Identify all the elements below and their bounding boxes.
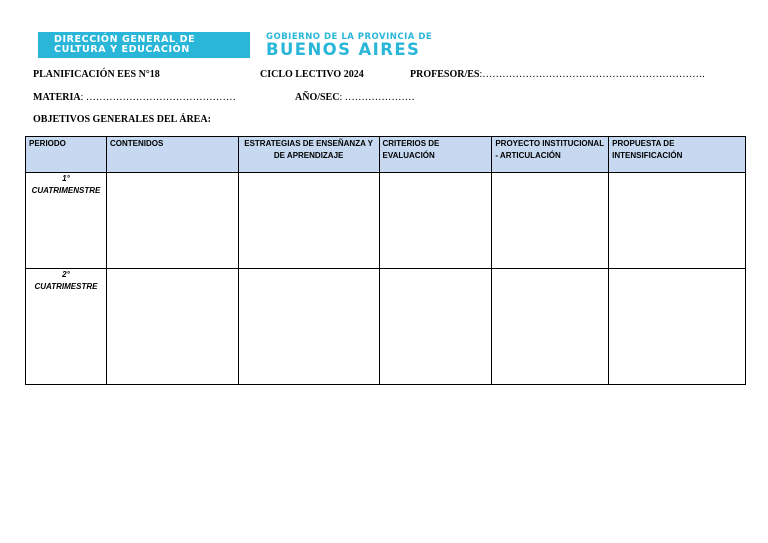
- anio-sec-dots: : …………………: [339, 92, 415, 103]
- planning-table: [25, 136, 746, 385]
- column-header-contenidos: CONTENIDOS: [106, 137, 238, 173]
- planificacion-label: PLANIFICACIÓN EES N°18: [33, 69, 160, 80]
- ciclo-lectivo-label: CICLO LECTIVO 2024: [260, 69, 364, 80]
- period-cell: [26, 269, 107, 385]
- profesor-field: [410, 69, 705, 80]
- logo-left-line1: DIRECCIÓN GENERAL DE: [54, 34, 196, 45]
- logo-right-line2: BUENOS AIRES: [266, 40, 421, 59]
- column-header-periodo: PERIODO: [26, 137, 107, 173]
- propuesta-cell[interactable]: [609, 269, 746, 385]
- table-row: [26, 269, 746, 385]
- proyecto-cell[interactable]: [492, 269, 609, 385]
- column-header-criterios: CRITERIOS DE EVALUACIÓN: [379, 137, 492, 173]
- logo-right-line1: GOBIERNO DE LA PROVINCIA DE: [266, 32, 433, 42]
- materia-dots: : ………………………………………: [80, 92, 236, 103]
- gobierno-bsas-logo: [266, 33, 506, 57]
- profesor-dots: :………………………………………………………….: [479, 69, 705, 80]
- propuesta-cell[interactable]: [609, 173, 746, 269]
- column-header-estrategias: ESTRATEGIAS DE ENSEÑANZA Y DE APRENDIZAJE: [238, 137, 379, 173]
- profesor-label: PROFESOR/ES: [410, 69, 480, 80]
- table-row: [26, 173, 746, 269]
- period-cell: [26, 173, 107, 269]
- contenidos-cell[interactable]: [106, 173, 238, 269]
- period-label: 2° CUATRIMESTRE: [34, 270, 98, 291]
- contenidos-cell[interactable]: [106, 269, 238, 385]
- anio-sec-field: [295, 92, 415, 103]
- objetivos-label: OBJETIVOS GENERALES DEL ÁREA:: [33, 114, 211, 125]
- criterios-cell[interactable]: [379, 173, 492, 269]
- criterios-cell[interactable]: [379, 269, 492, 385]
- estrategias-cell[interactable]: [238, 269, 379, 385]
- table-header-row: [26, 137, 746, 173]
- logo-left-line2: CULTURA Y EDUCACIÓN: [54, 44, 190, 55]
- direccion-general-logo: [38, 32, 250, 58]
- column-header-propuesta: PROPUESTA DE INTENSIFICACIÓN: [609, 137, 746, 173]
- column-header-proyecto: PROYECTO INSTITUCIONAL - ARTICULACIÓN: [492, 137, 609, 173]
- materia-field: [33, 92, 236, 103]
- period-label: 1° CUATRIMENSTRE: [31, 174, 101, 195]
- estrategias-cell[interactable]: [238, 173, 379, 269]
- anio-sec-label: AÑO/SEC: [295, 92, 340, 103]
- proyecto-cell[interactable]: [492, 173, 609, 269]
- materia-label: MATERIA: [33, 92, 81, 103]
